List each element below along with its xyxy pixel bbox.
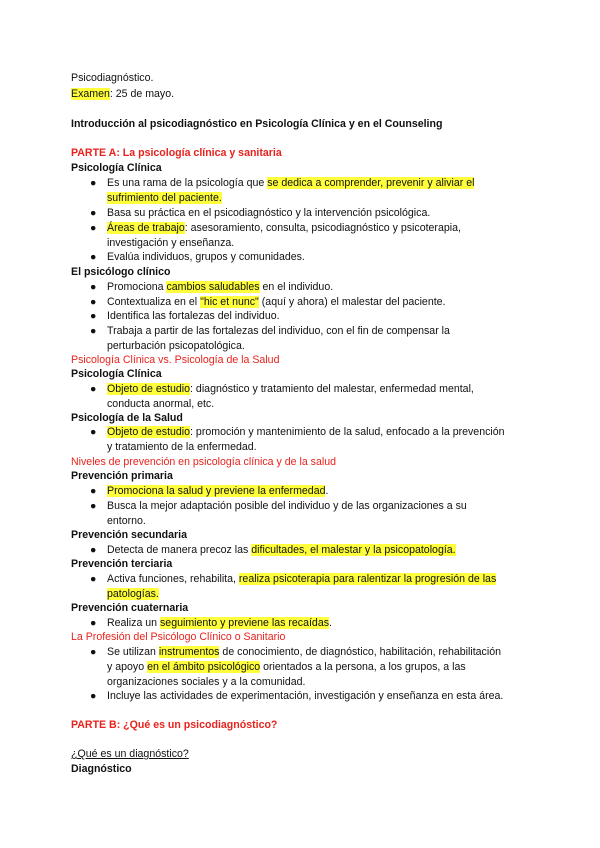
- bullet-text: Incluye las actividades de experimentación, investigación y enseñanza en esta área.: [107, 690, 504, 702]
- cuaternaria-heading: Prevención cuaternaria: [71, 602, 189, 614]
- bullet-icon: ●: [90, 573, 97, 585]
- bullet-text: Evalúa individuos, grupos y comunidades.: [107, 251, 305, 263]
- bullet-icon: ●: [90, 177, 97, 189]
- bullet-text: perturbación psicopatológica.: [107, 340, 245, 352]
- bullet-icon: ●: [90, 207, 97, 219]
- bullet-text: Contextualiza en el "hic et nunc" (aquí y ahora) el malestar del paciente.: [107, 296, 446, 308]
- vs-title: Psicología Clínica vs. Psicología de la Salud: [71, 354, 280, 366]
- bullet-icon: ●: [90, 426, 97, 438]
- vs-salud-heading: Psicología de la Salud: [71, 412, 183, 424]
- psicologo-heading: El psicólogo clínico: [71, 266, 171, 278]
- bullet-icon: ●: [90, 485, 97, 497]
- bullet-text: Áreas de trabajo: asesoramiento, consulta, psicodiagnóstico y psicoterapia,: [107, 222, 461, 234]
- bullet-text: Identifica las fortalezas del individuo.: [107, 310, 280, 322]
- doc-title: Introducción al psicodiagnóstico en Psicología Clínica y en el Counseling: [71, 118, 443, 130]
- bullet-icon: ●: [90, 310, 97, 322]
- bullet-text: organizaciones sociales y a la comunidad.: [107, 676, 306, 688]
- bullet-text: Objeto de estudio: diagnóstico y tratamiento del malestar, enfermedad mental,: [107, 383, 474, 395]
- part-a-title: PARTE A: La psicología clínica y sanitaria: [71, 147, 282, 159]
- bullet-text: Es una rama de la psicología que se dedica a comprender, prevenir y aliviar el: [107, 177, 475, 189]
- bullet-icon: ●: [90, 646, 97, 658]
- diagnostico-question: ¿Qué es un diagnóstico?: [71, 748, 189, 760]
- profesion-title: La Profesión del Psicólogo Clínico o Sanitario: [71, 631, 286, 643]
- bullet-icon: ●: [90, 251, 97, 263]
- bullet-icon: ●: [90, 690, 97, 702]
- bullet-icon: ●: [90, 296, 97, 308]
- bullet-icon: ●: [90, 222, 97, 234]
- bullet-text: sufrimiento del paciente.: [107, 192, 222, 204]
- bullet-text: Se utilizan instrumentos de conocimiento, de diagnóstico, habilitación, rehabilitación: [107, 646, 501, 658]
- bullet-icon: ●: [90, 325, 97, 337]
- bullet-text: entorno.: [107, 515, 146, 527]
- bullet-text: Realiza un seguimiento y previene las recaídas.: [107, 617, 332, 629]
- bullet-text: Promociona la salud y previene la enfermedad.: [107, 485, 329, 497]
- bullet-text: investigación y enseñanza.: [107, 237, 235, 249]
- part-b-title: PARTE B: ¿Qué es un psicodiagnóstico?: [71, 719, 278, 731]
- diagnostico-heading: Diagnóstico: [71, 763, 132, 775]
- exam-line: [71, 87, 174, 102]
- vs-clinica-heading: Psicología Clínica: [71, 368, 162, 380]
- bullet-text: Promociona cambios saludables en el individuo.: [107, 281, 334, 293]
- bullet-text: Busca la mejor adaptación posible del individuo y de las organizaciones a su: [107, 500, 467, 512]
- bullet-text: Basa su práctica en el psicodiagnóstico y la intervención psicológica.: [107, 207, 431, 219]
- bullet-text: conducta anormal, etc.: [107, 398, 215, 410]
- bullet-icon: ●: [90, 383, 97, 395]
- bullet-text: y apoyo en el ámbito psicológico orientados a la persona, a los grupos, a las: [107, 661, 466, 673]
- terciaria-heading: Prevención terciaria: [71, 558, 173, 570]
- exam-label: Examen: [71, 88, 110, 100]
- bullet-icon: ●: [90, 617, 97, 629]
- niveles-title: Niveles de prevención en psicología clínica y de la salud: [71, 456, 336, 468]
- clinica-heading: Psicología Clínica: [71, 162, 162, 174]
- bullet-icon: ●: [90, 281, 97, 293]
- bullet-icon: ●: [90, 500, 97, 512]
- bullet-text: Detecta de manera precoz las dificultades, el malestar y la psicopatología.: [107, 544, 456, 556]
- subject-line: Psicodiagnóstico.: [71, 72, 154, 84]
- bullet-icon: ●: [90, 544, 97, 556]
- bullet-text: y tratamiento de la enfermedad.: [107, 441, 257, 453]
- exam-date: : 25 de mayo.: [109, 88, 175, 100]
- bullet-text: Trabaja a partir de las fortalezas del individuo, con el fin de compensar la: [107, 325, 450, 337]
- bullet-text: Activa funciones, rehabilita, realiza psicoterapia para ralentizar la progresión de las: [107, 573, 497, 585]
- bullet-text: patologías.: [107, 588, 159, 600]
- bullet-text: Objeto de estudio: promoción y mantenimiento de la salud, enfocado a la prevención: [107, 426, 505, 438]
- primaria-heading: Prevención primaria: [71, 470, 173, 482]
- secundaria-heading: Prevención secundaria: [71, 529, 187, 541]
